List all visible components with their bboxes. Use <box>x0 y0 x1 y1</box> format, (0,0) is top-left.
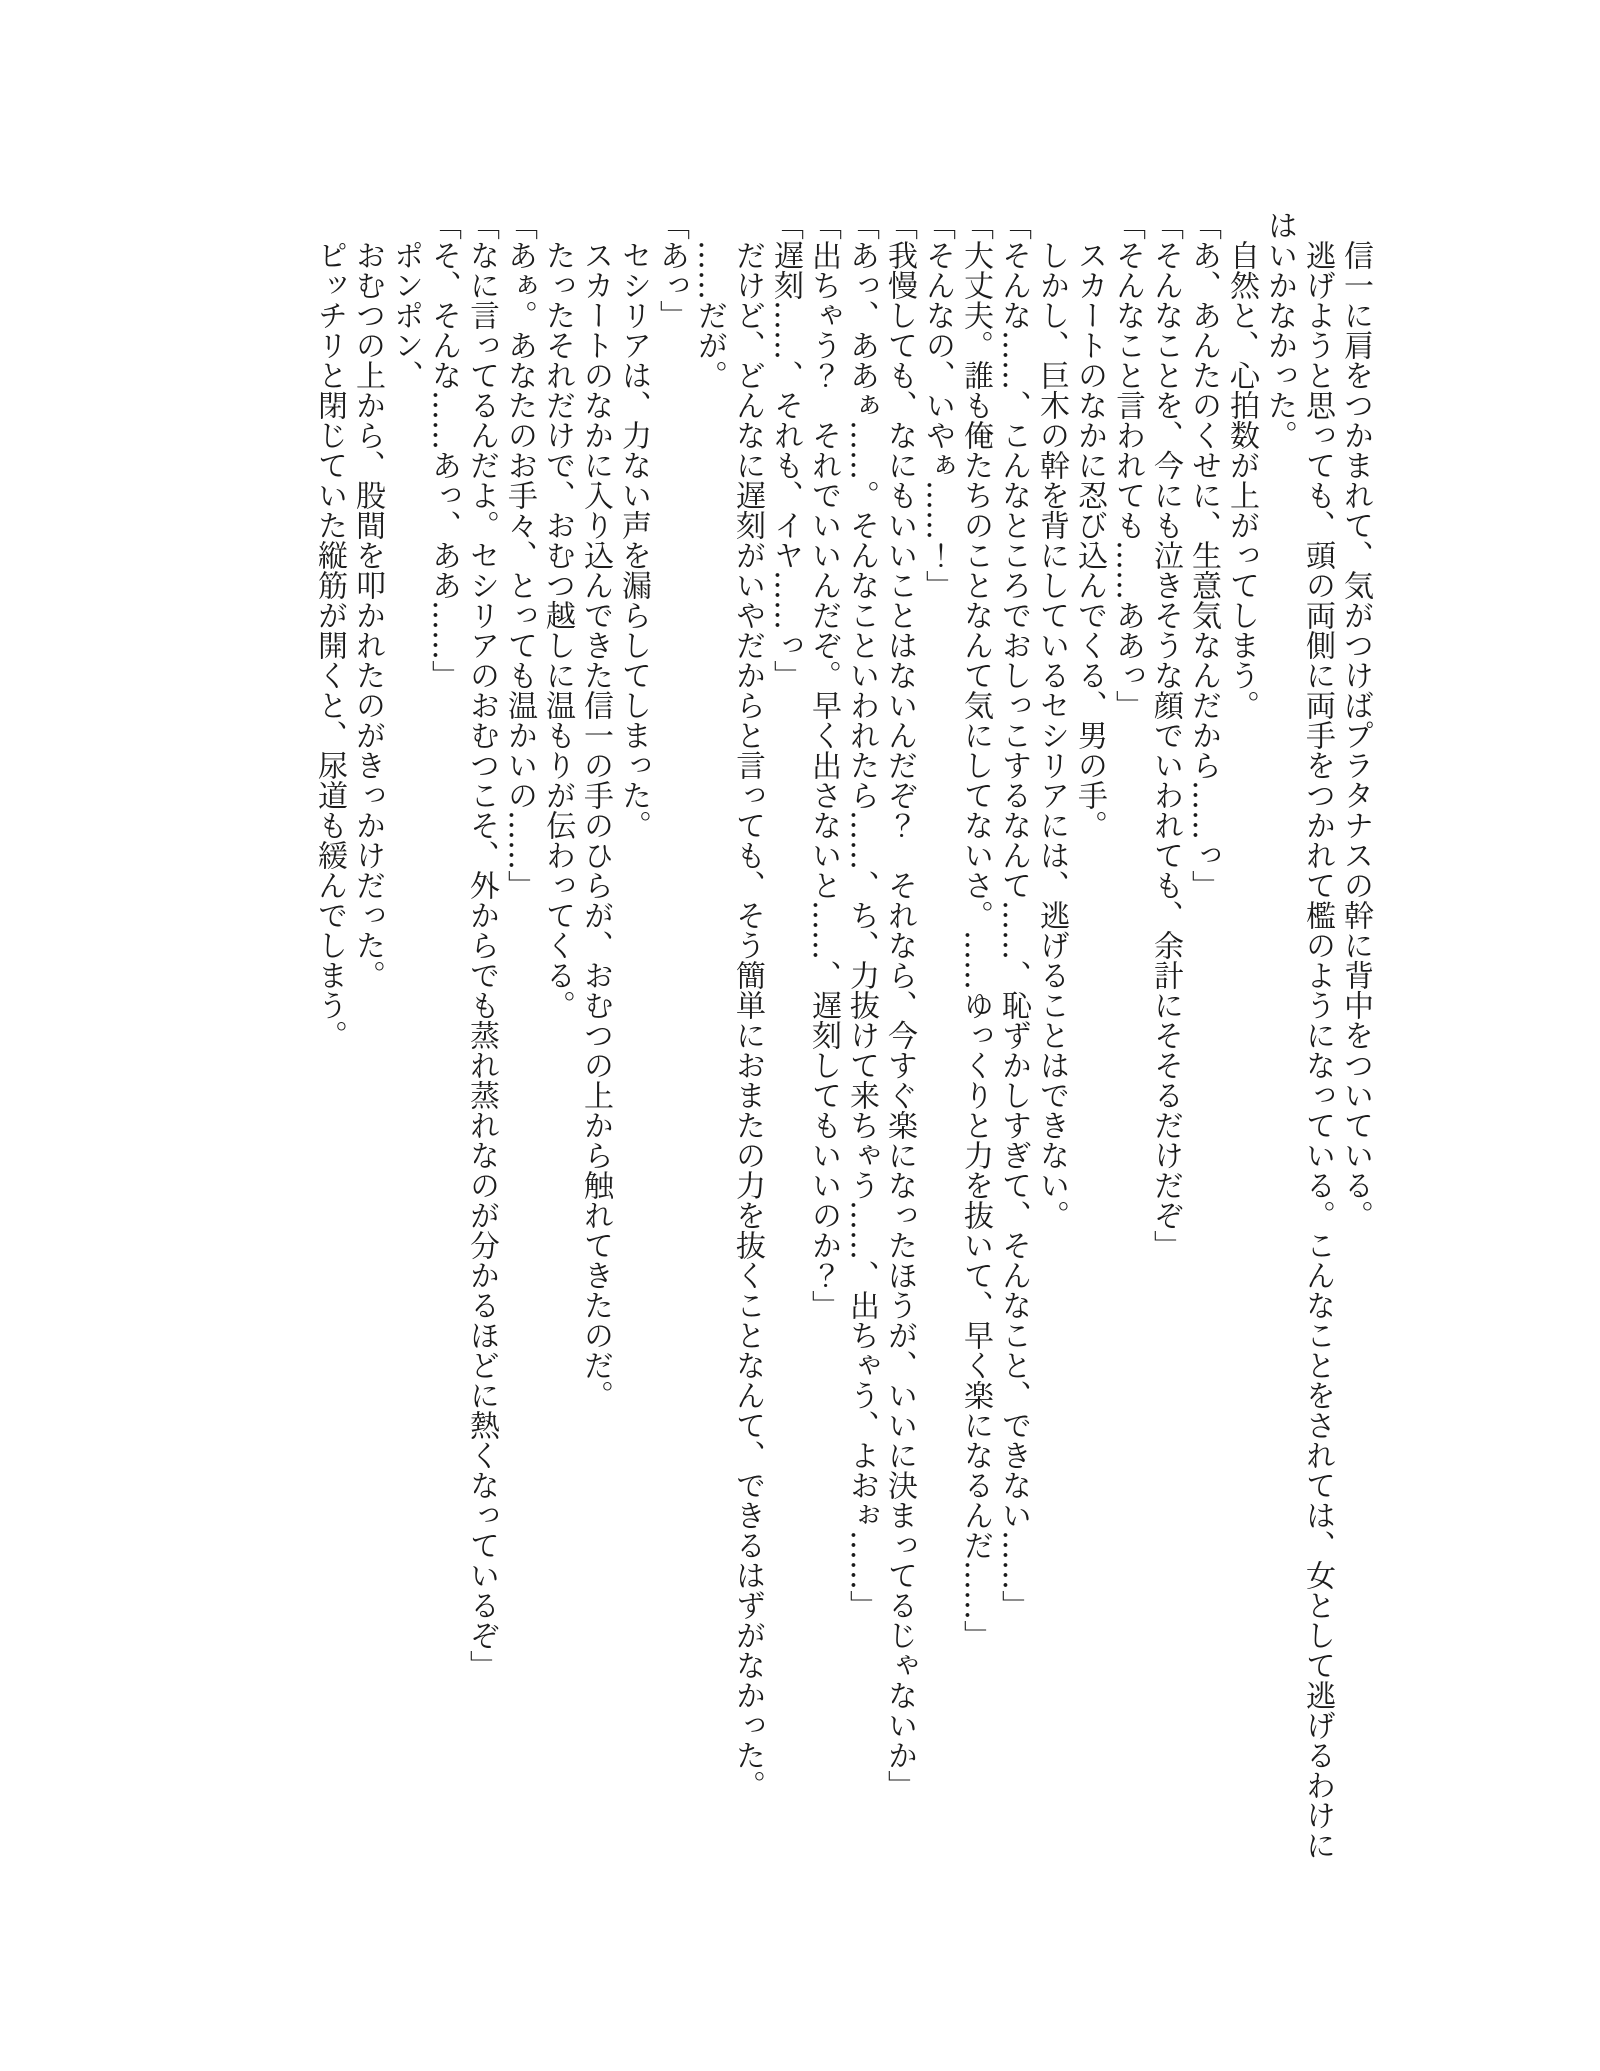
paragraph: 「そ、そんな……あっ、ああ……」 <box>426 210 461 690</box>
paragraph: ポンポン、 <box>388 240 423 390</box>
paragraph: スカートのなかに忍び込んでくる、男の手。 <box>1072 240 1107 840</box>
paragraph: 逃げようと思っても、頭の両側に両手をつかれて檻のようになっている。こんなことをされては、女として逃げるわけにはいかなかった。 <box>1262 210 1335 1860</box>
paragraph: 「あっ、ああぁ……。そんなこといわれたら……、ち、力抜けて来ちゃう……、出ちゃう、よおぉ……」 <box>844 210 879 1620</box>
paragraph: 「あ、あんたのくせに、生意気なんだから……っ」 <box>1186 210 1221 900</box>
paragraph: だけど、どんなに遅刻がいやだからと言っても、そう簡単におまたの力を抜くことなんて、できるはずがなかった。 <box>730 240 765 1800</box>
paragraph: 「我慢しても、なにもいいことはないんだぞ？ それなら、今すぐ楽になったほうが、いいに決まってるじゃないか」 <box>882 210 917 1800</box>
paragraph: 「出ちゃう？ それでいいんだぞ。早く出さないと……、遅刻してもいいのか？」 <box>806 210 841 1320</box>
paragraph: セシリアは、力ない声を漏らしてしまった。 <box>616 240 651 840</box>
paragraph: 信一に肩をつかまれて、気がつけばプラタナスの幹に背中をついている。 <box>1338 240 1373 1230</box>
paragraph: 「そんな……、こんなところでおしっこするなんて……、恥ずかしすぎて、そんなこと、できない……」 <box>996 210 1031 1620</box>
paragraph: たったそれだけで、おむつ越しに温もりが伝わってくる。 <box>540 240 575 1020</box>
text-block <box>310 210 1374 1860</box>
paragraph: 「そんなことを、今にも泣きそうな顔でいわれても、余計にそそるだけだぞ」 <box>1148 210 1183 1260</box>
paragraph: 「あっ」 <box>654 210 689 330</box>
paragraph: 自然と、心拍数が上がってしまう。 <box>1224 240 1259 720</box>
paragraph: 「そんなの、いやぁ……！」 <box>920 210 955 600</box>
paragraph: 「そんなこと言われても……ああっ」 <box>1110 210 1145 720</box>
paragraph: しかし、巨木の幹を背にしているセシリアには、逃げることはできない。 <box>1034 240 1069 1230</box>
paragraph: おむつの上から、股間を叩かれたのがきっかけだった。 <box>350 240 385 990</box>
paragraph: 「あぁ。あなたのお手々、とっても温かいの……」 <box>502 210 537 900</box>
paragraph: スカートのなかに入り込んできた信一の手のひらが、おむつの上から触れてきたのだ。 <box>578 240 613 1410</box>
paragraph: ……だが。 <box>692 240 727 390</box>
paragraph: 「なに言ってるんだよ。セシリアのおむつこそ、外からでも蒸れ蒸れなのが分かるほどに熱くなっているぞ」 <box>464 210 499 1680</box>
paragraph: ピッチリと閉じていた縦筋が開くと、尿道も緩んでしまう。 <box>312 240 347 1050</box>
paragraph: 「大丈夫。誰も俺たちのことなんて気にしてないさ。……ゆっくりと力を抜いて、早く楽になるんだ……」 <box>958 210 993 1650</box>
paragraph: 「遅刻……、それも、イヤ……っ」 <box>768 210 803 690</box>
